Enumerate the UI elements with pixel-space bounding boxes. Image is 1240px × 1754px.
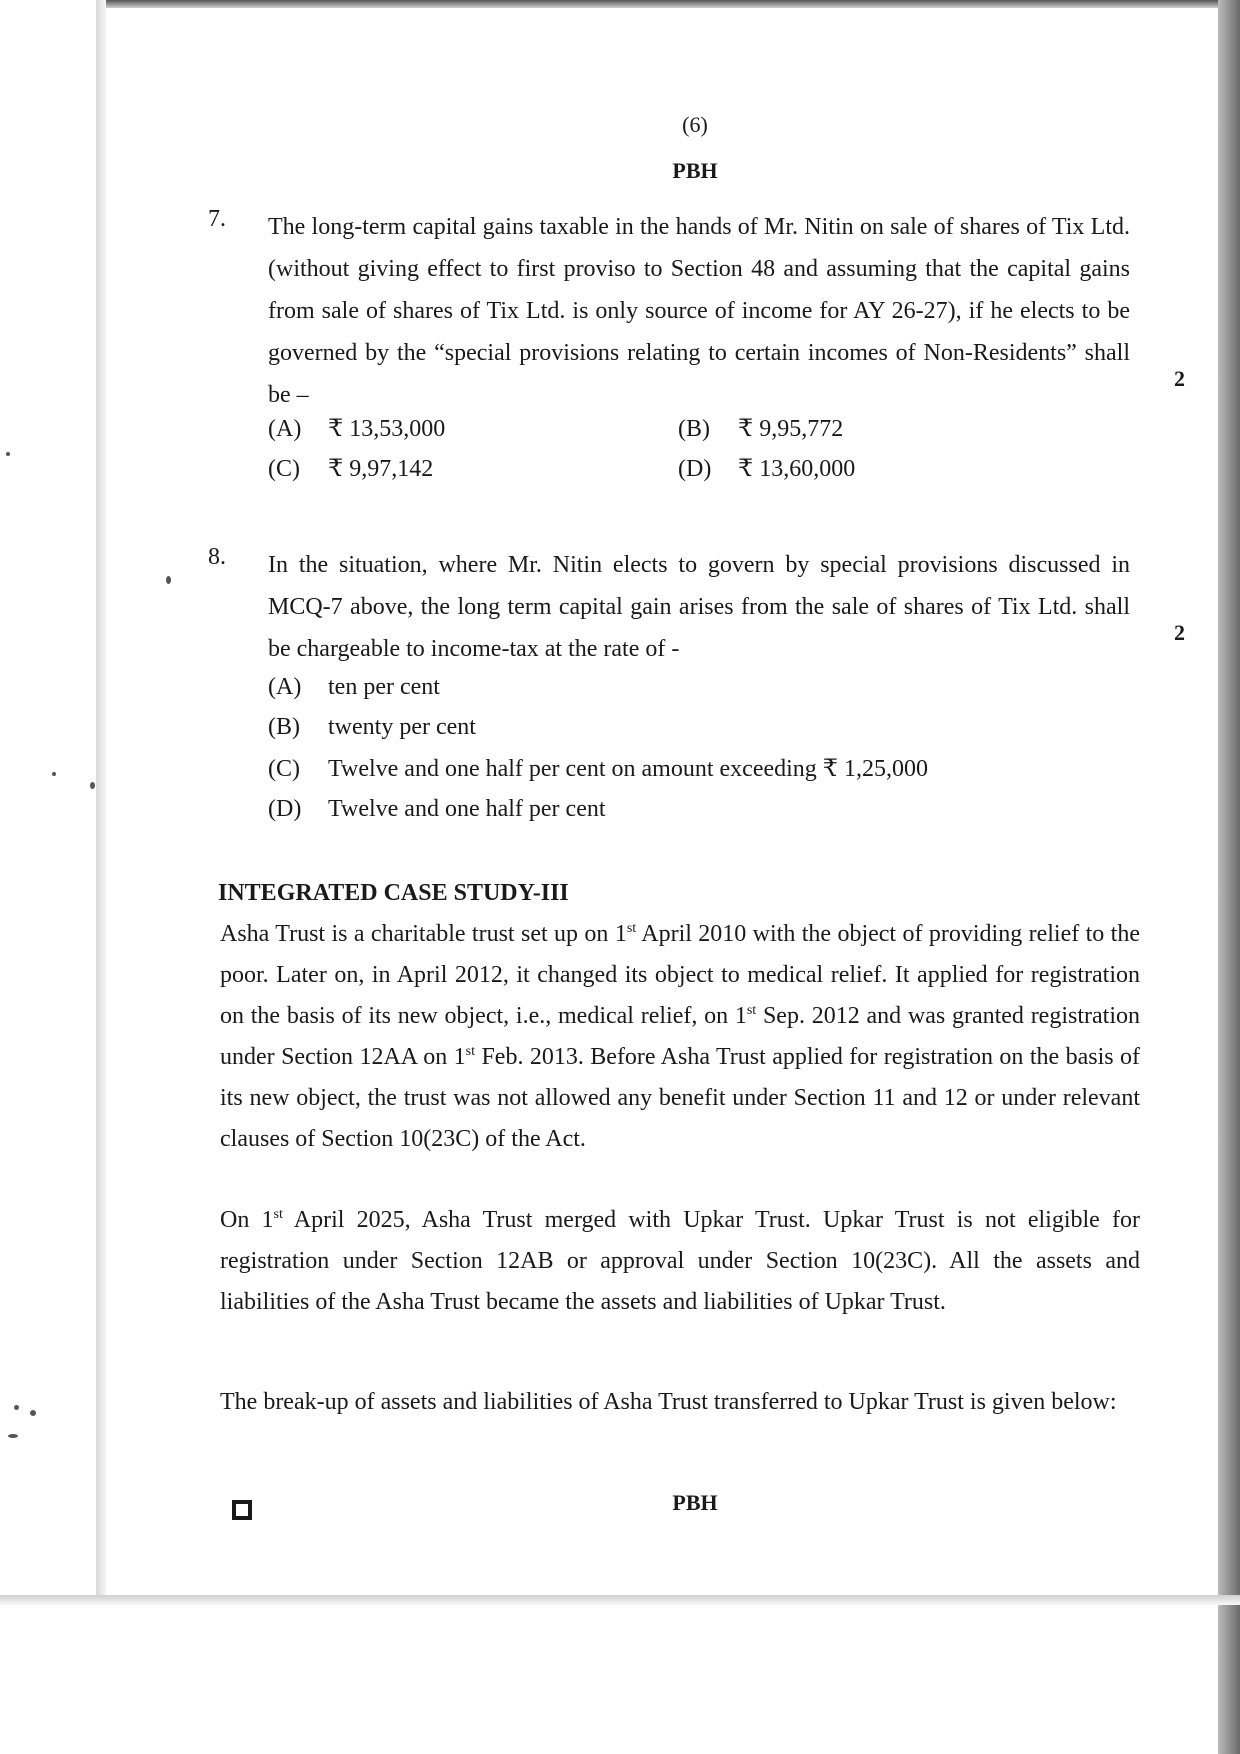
option-c — [268, 454, 433, 483]
option-label: (B) — [678, 416, 710, 442]
question-text: The long-term capital gains taxable in the hands of Mr. Nitin on sale of shares of Tix Ltd. (without giving effect to first proviso to Section 48 and assuming that the capital gains from sale of shares of Tix Ltd. is only source of income for AY 26-27), if he elects to be governed by the “special provisions relating to certain incomes of Non-Residents” shall be – — [268, 214, 1130, 408]
question-7-marks: 2 — [1174, 366, 1185, 391]
text-run: Feb. 2013. Before Asha Trust applied for registration on the basis of its new object, the trust was not allowed any benefit under Section 11 and 12 or under relevant clauses of Section 10(23C) of the Act. — [220, 1044, 1140, 1152]
option-text: ₹ 9,97,142 — [328, 456, 434, 482]
case-study-title: INTEGRATED CASE STUDY-III — [218, 880, 569, 906]
option-d — [678, 454, 855, 483]
option-text: ₹ 13,60,000 — [738, 456, 856, 482]
footer-paper-code: PBH — [672, 1490, 718, 1515]
scan-speck — [52, 772, 56, 776]
case-study-paragraph-1 — [220, 914, 1140, 1160]
scan-speck — [14, 1405, 19, 1410]
scan-speck — [30, 1410, 36, 1416]
scan-speck — [90, 782, 95, 789]
option-label: (D) — [678, 456, 712, 482]
option-label: (C) — [268, 756, 300, 782]
case-study-paragraph-3 — [220, 1382, 1140, 1423]
header-paper-code: PBH — [672, 158, 718, 183]
option-text: Twelve and one half per cent — [328, 796, 606, 822]
case-study-paragraph-2 — [220, 1200, 1140, 1323]
scan-speck — [6, 452, 10, 456]
option-label: (A) — [268, 674, 302, 700]
option-text: twenty per cent — [328, 714, 476, 740]
option-b — [268, 714, 476, 741]
option-label: (C) — [268, 456, 300, 482]
scan-speck — [8, 1434, 18, 1438]
superscript: st — [465, 1044, 476, 1059]
scan-speck — [166, 576, 171, 584]
question-text: In the situation, where Mr. Nitin elects to govern by special provisions discussed in MCQ-7 above, the long term capital gain arises from the sale of shares of Tix Ltd. shall be chargeable to income-tax at the rate of - — [268, 552, 1130, 662]
option-text: ₹ 9,95,772 — [738, 416, 844, 442]
option-text: Twelve and one half per cent on amount exceeding ₹ 1,25,000 — [328, 756, 929, 782]
question-number: 7. — [208, 206, 226, 232]
page-left-edge — [96, 0, 106, 1600]
page-bottom-edge — [0, 1595, 1240, 1605]
text-run: April 2025, Asha Trust merged with Upkar Trust. Upkar Trust is not eligible for registration under Section 12AB or approval under Section 10(23C). All the assets and liabilities of the Asha Trust became the assets and liabilities of Upkar Trust. — [220, 1207, 1140, 1315]
text-run: On 1 — [220, 1207, 274, 1233]
option-b — [678, 414, 843, 443]
superscript: st — [273, 1207, 283, 1222]
question-8-marks: 2 — [1174, 620, 1185, 645]
option-d — [268, 796, 606, 823]
option-label: (B) — [268, 714, 300, 740]
page-number: (6) — [682, 112, 708, 137]
option-text: ₹ 13,53,000 — [328, 416, 446, 442]
option-text: ten per cent — [328, 674, 440, 700]
superscript: st — [626, 921, 637, 936]
option-c — [268, 754, 928, 783]
option-a — [268, 674, 440, 701]
text-run: April 2010 with the object of providing relief to the poor. Later on, in April 2012, it changed its object to medical relief. It applied for registration on the basis of its new object, i.e., medical relief, on 1 — [220, 921, 1140, 1029]
option-label: (D) — [268, 796, 302, 822]
option-label: (A) — [268, 416, 302, 442]
superscript: st — [746, 1003, 757, 1018]
question-number: 8. — [208, 544, 226, 570]
text-run: Asha Trust is a charitable trust set up on 1 — [220, 921, 627, 947]
page-top-edge — [96, 0, 1226, 8]
text-run: The break-up of assets and liabilities of Asha Trust transferred to Upkar Trust is given below: — [220, 1389, 1117, 1415]
text-run: Sep. 2012 and was granted registration under Section 12AA on 1 — [220, 1003, 1140, 1070]
option-a — [268, 414, 445, 443]
